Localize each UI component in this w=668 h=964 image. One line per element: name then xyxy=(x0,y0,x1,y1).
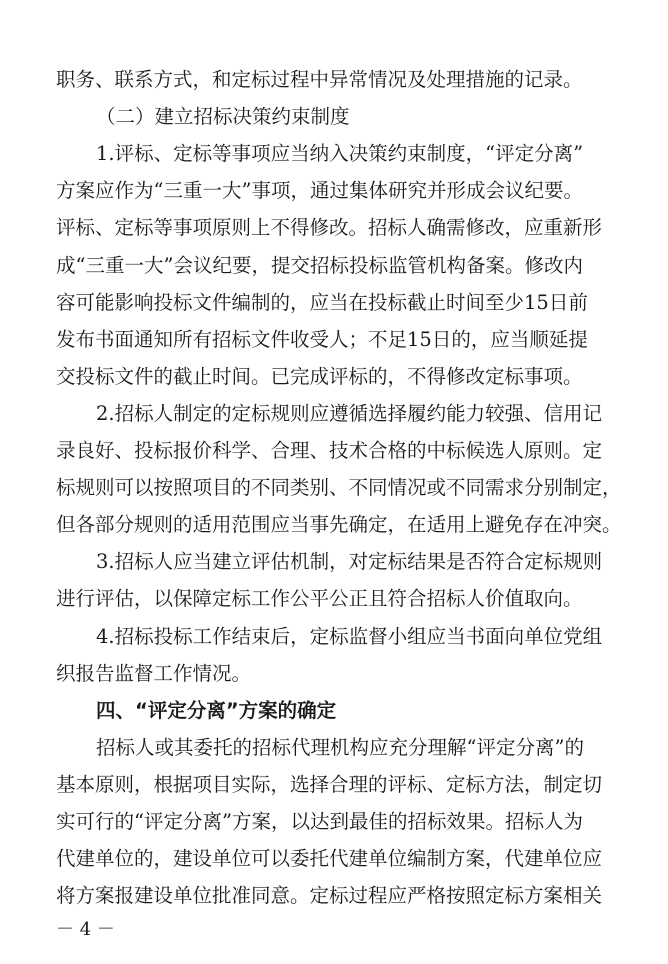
paragraph-line: 进行评估，以保障定标工作公平公正且符合招标人价值取向。 xyxy=(56,587,583,610)
paragraph-line: 基本原则，根据项目实际，选择合理的评标、定标方法，制定切 xyxy=(56,773,603,796)
paragraph-line: 织报告监督工作情况。 xyxy=(56,662,252,685)
paragraph-line: 实可行的“评定分离”方案，以达到最佳的招标效果。招标人为 xyxy=(56,810,583,833)
paragraph-line: 交投标文件的截止时间。已完成评标的，不得修改定标事项。 xyxy=(56,365,583,388)
section-subheading: （二）建立招标决策约束制度 xyxy=(96,105,350,128)
paragraph-line: 招标人或其委托的招标代理机构应充分理解“评定分离”的 xyxy=(96,736,584,759)
paragraph-line: 职务、联系方式，和定标过程中异常情况及处理措施的记录。 xyxy=(56,68,583,91)
paragraph-line: 但各部分规则的适用范围应当事先确定，在适用上避免存在冲突。 xyxy=(56,513,622,536)
section-heading: 四、“评定分离”方案的确定 xyxy=(96,699,337,722)
paragraph-line: 录良好、投标报价科学、合理、技术合格的中标候选人原则。定 xyxy=(56,439,603,462)
paragraph-line: 2.招标人制定的定标规则应遵循选择履约能力较强、信用记 xyxy=(96,402,603,425)
paragraph-line: 标规则可以按照项目的不同类别、不同情况或不同需求分别制定， xyxy=(56,476,622,499)
paragraph-line: 发布书面通知所有招标文件收受人；不足15日的，应当顺延提 xyxy=(56,328,588,351)
paragraph-line: 成“三重一大”会议纪要，提交招标投标监管机构备案。修改内 xyxy=(56,254,583,277)
paragraph-line: 容可能影响投标文件编制的，应当在投标截止时间至少15日前 xyxy=(56,291,588,314)
paragraph-line: 评标、定标等事项原则上不得修改。招标人确需修改，应重新形 xyxy=(56,216,603,239)
paragraph-line: 3.招标人应当建立评估机制，对定标结果是否符合定标规则 xyxy=(96,550,603,573)
paragraph-line: 1.评标、定标等事项应当纳入决策约束制度，“评定分离” xyxy=(96,142,584,165)
paragraph-line: 将方案报建设单位批准同意。定标过程应严格按照定标方案相关 xyxy=(56,884,603,907)
paragraph-line: 方案应作为“三重一大”事项，通过集体研究并形成会议纪要。 xyxy=(56,179,583,202)
paragraph-line: 代建单位的，建设单位可以委托代建单位编制方案，代建单位应 xyxy=(56,847,603,870)
page-number: － 4 － xyxy=(56,919,115,940)
paragraph-line: 4.招标投标工作结束后，定标监督小组应当书面向单位党组 xyxy=(96,625,603,648)
